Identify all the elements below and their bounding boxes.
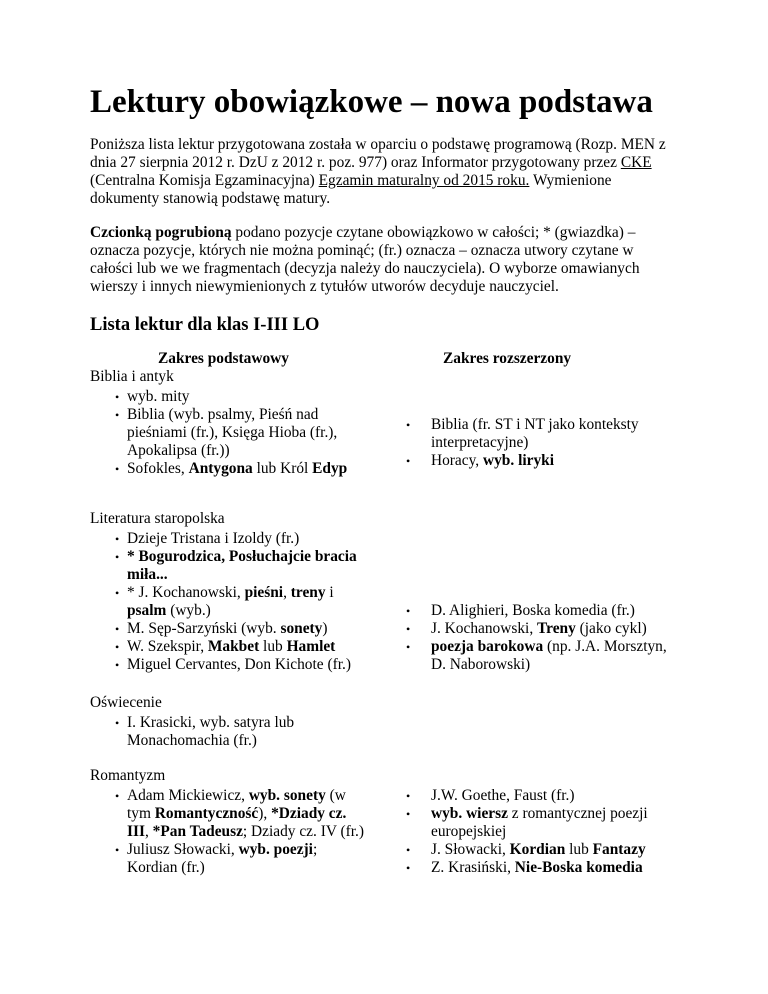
item-bold: Makbet — [207, 638, 260, 655]
extended-list — [380, 787, 680, 877]
cke-link[interactable]: CKE — [620, 154, 652, 171]
item-bold: Treny — [537, 620, 576, 637]
list-item — [380, 859, 680, 877]
basic-list — [90, 388, 370, 478]
legend-bold: Czcionką pogrubioną — [90, 224, 232, 241]
intro-text-1: Poniższa lista lektur przygotowana została w oparciu o podstawę programową (Rozp. MEN z dnia 27 sierpnia 2012 r. DzU z 2012 r. poz. 977) oraz Informator przygotowany przez — [90, 136, 666, 171]
item-bold: Edyp — [312, 460, 348, 477]
list-item: • Dzieje Tristana i Izoldy (fr.) — [90, 530, 370, 548]
list-item — [380, 638, 680, 674]
list-item: • J.W. Goethe, Faust (fr.) — [380, 787, 680, 805]
extended-list — [380, 416, 680, 470]
item-text: Adam Mickiewicz, — [127, 787, 249, 804]
list-item — [380, 452, 680, 470]
list-item — [380, 620, 680, 638]
item-text: (w tym — [127, 787, 346, 822]
item-text: (wyb.) — [166, 602, 211, 619]
item-text: lub — [259, 638, 287, 655]
item-text: lub — [565, 841, 593, 858]
intro-text-3: Wymienione dokumenty stanowią podstawę matury. — [90, 172, 612, 207]
item-text: ; Dziady cz. IV (fr.) — [242, 823, 365, 840]
basic-list — [90, 530, 370, 674]
list-item — [90, 548, 370, 584]
item-text: Sofokles, — [127, 460, 189, 477]
page-title: Lektury obowiązkowe – nowa podstawa — [90, 84, 653, 120]
item-bold: Nie-Boska komedia — [514, 859, 643, 876]
intro-paragraph — [90, 136, 680, 208]
list-item: • Biblia (fr. ST i NT jako konteksty interpretacyjne) — [380, 416, 680, 452]
item-text: Horacy, — [431, 452, 483, 469]
list-item — [90, 460, 370, 478]
item-text: , — [144, 823, 153, 840]
item-bold: Antygona — [188, 460, 253, 477]
basic-column — [90, 787, 370, 877]
list-item — [90, 787, 370, 841]
item-text: J. Kochanowski, — [431, 620, 538, 637]
basic-list — [90, 714, 370, 750]
item-text: Juliusz Słowacki, — [127, 841, 239, 858]
item-text: , — [283, 584, 291, 601]
item-text: M. Sęp-Sarzyński (wyb. — [127, 620, 281, 637]
item-text: ) — [322, 620, 328, 637]
section-title: Romantyzm — [90, 767, 166, 784]
extended-column — [380, 787, 680, 877]
column-header-extended: Zakres rozszerzony — [443, 350, 572, 367]
column-header-basic: Zakres podstawowy — [158, 350, 289, 367]
item-bold: pieśni — [244, 584, 284, 601]
extended-column — [380, 416, 680, 470]
list-item — [90, 584, 370, 620]
list-heading: Lista lektur dla klas I-III LO — [90, 315, 320, 335]
item-bold: treny — [290, 584, 326, 601]
extended-column — [380, 602, 680, 674]
list-item: • I. Krasicki, wyb. satyra lub Monachomachia (fr.) — [90, 714, 370, 750]
item-bold: wyb. sonety — [248, 787, 326, 804]
basic-column — [90, 530, 370, 674]
item-bold: wyb. poezji — [238, 841, 313, 858]
item-text: (np. J.A. Morsztyn, D. Naborowski) — [431, 638, 667, 673]
item-text: z romantycznej poezji europejskiej — [431, 805, 648, 840]
list-item — [380, 805, 680, 841]
list-item — [90, 638, 370, 656]
item-text: J. Słowacki, — [431, 841, 510, 858]
egzamin-link[interactable]: Egzamin maturalny od 2015 roku. — [318, 172, 530, 189]
item-bold: poezja barokowa — [431, 638, 544, 655]
basic-column — [90, 388, 370, 478]
item-text: ), — [258, 805, 272, 822]
list-item — [380, 841, 680, 859]
item-bold: Kordian — [509, 841, 566, 858]
item-bold: * Bogurodzica, Posłuchajcie bracia miła... — [127, 548, 357, 583]
section-title: Literatura staropolska — [90, 510, 225, 527]
item-bold: sonety — [280, 620, 323, 637]
legend-text: podano pozycje czytane obowiązkowo w całości; * (gwiazdka) – oznacza pozycje, których nie można pominąć; (fr.) oznacza – oznacza utwory czytane w całości lub we we fragmentach (decyzja należy do nauczyciela). O wyborze omawianych wierszy i innych niewymienionych z tytułów utworów decyduje nauczyciel. — [90, 224, 640, 295]
intro-text-2: (Centralna Komisja Egzaminacyjna) — [90, 172, 319, 189]
section-title: Oświecenie — [90, 694, 162, 711]
item-bold: Fantazy — [592, 841, 646, 858]
item-bold: Hamlet — [286, 638, 336, 655]
item-bold: psalm — [127, 602, 167, 619]
basic-list — [90, 787, 370, 877]
list-item — [90, 620, 370, 638]
section-title: Biblia i antyk — [90, 368, 174, 385]
item-bold: *Pan Tadeusz — [152, 823, 243, 840]
list-item: • wyb. mity — [90, 388, 370, 406]
item-text: W. Szekspir, — [127, 638, 208, 655]
item-bold: *Dziady cz. III — [127, 805, 347, 840]
item-text: Z. Krasiński, — [431, 859, 515, 876]
basic-column — [90, 714, 370, 750]
legend-paragraph — [90, 224, 680, 296]
item-bold: wyb. liryki — [483, 452, 554, 469]
list-item — [90, 841, 370, 877]
item-bold: Romantyczność — [154, 805, 259, 822]
item-text: lub Król — [252, 460, 313, 477]
item-text: i — [325, 584, 334, 601]
item-text: * J. Kochanowski, — [127, 584, 245, 601]
item-text: (jako cykl) — [575, 620, 647, 637]
extended-list — [380, 602, 680, 674]
item-bold: wyb. wiersz — [431, 805, 508, 822]
list-item: • D. Alighieri, Boska komedia (fr.) — [380, 602, 680, 620]
item-text: ; Kordian (fr.) — [127, 841, 318, 876]
list-item: • Miguel Cervantes, Don Kichote (fr.) — [90, 656, 370, 674]
list-item: • Biblia (wyb. psalmy, Pieśń nad pieśniami (fr.), Księga Hioba (fr.), Apokalipsa (fr.)) — [90, 406, 370, 460]
